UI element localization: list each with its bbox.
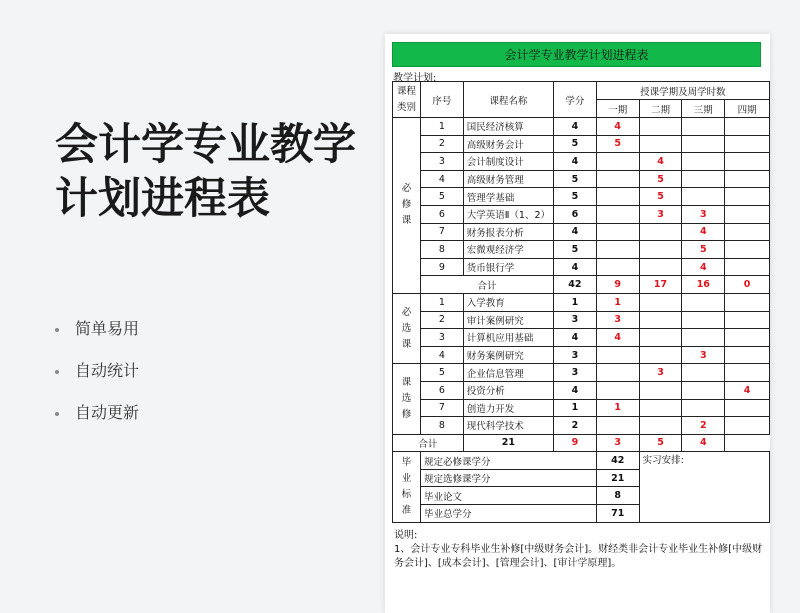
graduation-item: 毕业总学分 (420, 505, 596, 523)
course-credits: 4 (554, 329, 597, 347)
course-name: 审计案例研究 (463, 311, 553, 329)
header-term: 一期 (596, 100, 639, 118)
course-term-hours: 5 (596, 135, 639, 153)
course-credits: 4 (554, 153, 597, 171)
table-row (393, 434, 770, 452)
header-schedule: 授课学期及周学时数 (596, 82, 769, 100)
course-index: 5 (420, 364, 463, 382)
course-term-hours (596, 188, 639, 206)
course-index: 5 (420, 188, 463, 206)
course-term-hours (725, 258, 770, 276)
course-term-hours (725, 417, 770, 435)
course-name: 财务案例研究 (463, 346, 553, 364)
total-term-hours: 9 (596, 276, 639, 294)
course-term-hours (639, 241, 682, 259)
course-term-hours (639, 258, 682, 276)
course-term-hours (596, 346, 639, 364)
table-row (393, 293, 770, 311)
feature-item-2 (55, 358, 139, 381)
course-term-hours: 3 (596, 311, 639, 329)
course-term-hours (639, 293, 682, 311)
table-row (393, 223, 770, 241)
total-term-hours: 5 (639, 434, 682, 452)
course-term-hours (725, 170, 770, 188)
course-term-hours: 4 (682, 258, 725, 276)
course-term-hours (725, 135, 770, 153)
course-term-hours (596, 364, 639, 382)
course-name: 计算机应用基础 (463, 329, 553, 347)
course-name: 财务报表分析 (463, 223, 553, 241)
table-row (393, 452, 770, 470)
course-term-hours (639, 311, 682, 329)
table-row (393, 241, 770, 259)
course-term-hours: 4 (596, 118, 639, 136)
internship-arrangement: 实习安排: (639, 452, 769, 522)
table-row (393, 205, 770, 223)
course-name: 宏微观经济学 (463, 241, 553, 259)
header-category: 课程类别 (393, 82, 421, 118)
course-name: 现代科学技术 (463, 417, 553, 435)
header-credits: 学分 (554, 82, 597, 118)
course-term-hours: 5 (682, 241, 725, 259)
page-title: 会计学专业教学计划进程表 (55, 120, 356, 224)
table-row (393, 188, 770, 206)
course-index: 8 (420, 417, 463, 435)
course-credits: 5 (554, 188, 597, 206)
course-term-hours: 3 (639, 205, 682, 223)
course-term-hours: 2 (682, 417, 725, 435)
course-term-hours (596, 153, 639, 171)
course-term-hours: 4 (725, 381, 770, 399)
course-term-hours: 1 (596, 399, 639, 417)
course-term-hours (639, 223, 682, 241)
course-term-hours (725, 205, 770, 223)
course-term-hours (682, 170, 725, 188)
course-term-hours (682, 135, 725, 153)
course-term-hours (725, 364, 770, 382)
course-name: 大学英语Ⅱ（1、2） (463, 205, 553, 223)
course-term-hours (725, 399, 770, 417)
plan-label: 教学计划: (393, 73, 437, 84)
course-term-hours (682, 364, 725, 382)
bullet-icon (55, 370, 59, 374)
total-term-hours: 4 (682, 434, 725, 452)
course-term-hours (639, 346, 682, 364)
course-index: 8 (420, 241, 463, 259)
course-credits: 5 (554, 241, 597, 259)
table-row (393, 346, 770, 364)
course-index: 6 (420, 205, 463, 223)
feature-item-1 (55, 316, 139, 339)
course-name: 货币银行学 (463, 258, 553, 276)
course-term-hours: 5 (639, 188, 682, 206)
notes (394, 529, 766, 571)
graduation-value: 21 (596, 469, 639, 487)
graduation-value: 8 (596, 487, 639, 505)
course-index: 1 (420, 118, 463, 136)
course-index: 3 (420, 329, 463, 347)
course-index: 7 (420, 399, 463, 417)
feature-label: 自动更新 (75, 403, 140, 422)
course-term-hours (725, 118, 770, 136)
course-term-hours (596, 170, 639, 188)
course-term-hours (682, 118, 725, 136)
table-row (393, 399, 770, 417)
total-label: 合计 (420, 276, 553, 294)
course-credits: 4 (554, 381, 597, 399)
total-term-hours: 16 (682, 276, 725, 294)
feature-label: 自动统计 (75, 361, 140, 380)
course-term-hours: 4 (639, 153, 682, 171)
course-term-hours (725, 329, 770, 347)
course-credits: 3 (554, 311, 597, 329)
course-term-hours (596, 258, 639, 276)
course-credits: 5 (554, 135, 597, 153)
course-term-hours (682, 311, 725, 329)
course-credits: 3 (554, 364, 597, 382)
category-elective-required: 必选课 (393, 293, 421, 363)
header-term: 四期 (725, 100, 770, 118)
course-term-hours (596, 381, 639, 399)
course-credits: 4 (554, 223, 597, 241)
total-label: 合计 (393, 434, 464, 452)
course-term-hours: 1 (596, 293, 639, 311)
course-term-hours (725, 153, 770, 171)
course-name: 管理学基础 (463, 188, 553, 206)
table-row (393, 82, 770, 100)
course-term-hours (639, 118, 682, 136)
category-graduation: 毕业标准 (393, 452, 421, 522)
table-row (393, 364, 770, 382)
course-index: 7 (420, 223, 463, 241)
course-credits: 4 (554, 118, 597, 136)
course-credits: 6 (554, 205, 597, 223)
course-term-hours (639, 381, 682, 399)
spreadsheet-preview (385, 34, 770, 613)
course-index: 9 (420, 258, 463, 276)
course-term-hours (725, 311, 770, 329)
sheet-title: 会计学专业教学计划进程表 (392, 42, 761, 67)
header-term: 二期 (639, 100, 682, 118)
category-required: 必修课 (393, 118, 421, 294)
course-term-hours (725, 293, 770, 311)
table-row (393, 118, 770, 136)
course-term-hours (639, 399, 682, 417)
course-term-hours (725, 346, 770, 364)
course-credits: 4 (554, 258, 597, 276)
course-name: 会计制度设计 (463, 153, 553, 171)
course-term-hours: 3 (682, 205, 725, 223)
course-term-hours (596, 417, 639, 435)
course-term-hours: 4 (596, 329, 639, 347)
course-term-hours: 3 (682, 346, 725, 364)
course-term-hours (682, 399, 725, 417)
graduation-item: 规定必修课学分 (420, 452, 596, 470)
table-row (393, 276, 770, 294)
total-credits: 21 (463, 434, 553, 452)
course-term-hours (639, 329, 682, 347)
course-term-hours (596, 205, 639, 223)
course-term-hours (725, 223, 770, 241)
course-name: 高级财务管理 (463, 170, 553, 188)
total-credits: 42 (554, 276, 597, 294)
course-credits: 5 (554, 170, 597, 188)
bullet-icon (55, 328, 59, 332)
course-credits: 1 (554, 293, 597, 311)
course-name: 国民经济核算 (463, 118, 553, 136)
graduation-item: 规定选修课学分 (420, 469, 596, 487)
course-index: 4 (420, 346, 463, 364)
course-term-hours (682, 329, 725, 347)
table-row (393, 329, 770, 347)
plan-table (392, 81, 770, 523)
total-term-hours: 17 (639, 276, 682, 294)
table-row (393, 153, 770, 171)
bullet-icon (55, 412, 59, 416)
table-row (393, 170, 770, 188)
feature-item-3 (55, 400, 139, 423)
course-index: 1 (420, 293, 463, 311)
course-index: 2 (420, 311, 463, 329)
course-term-hours (639, 135, 682, 153)
course-term-hours (725, 188, 770, 206)
course-name: 高级财务会计 (463, 135, 553, 153)
course-term-hours: 5 (639, 170, 682, 188)
header-term: 三期 (682, 100, 725, 118)
course-term-hours: 4 (682, 223, 725, 241)
course-name: 企业信息管理 (463, 364, 553, 382)
graduation-item: 毕业论文 (420, 487, 596, 505)
feature-label: 简单易用 (75, 319, 140, 338)
total-term-hours: 3 (596, 434, 639, 452)
header-name: 课程名称 (463, 82, 553, 118)
table-row (393, 381, 770, 399)
course-term-hours (682, 188, 725, 206)
total-term-hours: 9 (554, 434, 597, 452)
header-index: 序号 (420, 82, 463, 118)
category-elective: 课选修 (393, 364, 421, 434)
table-row (393, 417, 770, 435)
course-credits: 3 (554, 346, 597, 364)
graduation-value: 42 (596, 452, 639, 470)
course-name: 投资分析 (463, 381, 553, 399)
table-row (393, 135, 770, 153)
course-term-hours (682, 153, 725, 171)
course-index: 2 (420, 135, 463, 153)
course-name: 入学教育 (463, 293, 553, 311)
course-credits: 2 (554, 417, 597, 435)
course-term-hours (682, 293, 725, 311)
table-row (393, 258, 770, 276)
table-row (393, 311, 770, 329)
total-term-hours: 0 (725, 276, 770, 294)
course-name: 创造力开发 (463, 399, 553, 417)
course-index: 3 (420, 153, 463, 171)
course-credits: 1 (554, 399, 597, 417)
course-term-hours (596, 241, 639, 259)
course-term-hours (596, 223, 639, 241)
graduation-value: 71 (596, 505, 639, 523)
course-term-hours (725, 241, 770, 259)
course-index: 4 (420, 170, 463, 188)
course-index: 6 (420, 381, 463, 399)
course-term-hours (639, 417, 682, 435)
notes-line-1: 1、会计专业专科毕业生补修[中级财务会计]。财经类非会计专业毕业生补修[中级财务会计]、[成本会计]、[管理会计]、[审计学原理]。 (394, 544, 763, 569)
course-term-hours: 3 (639, 364, 682, 382)
course-term-hours (682, 381, 725, 399)
notes-title: 说明: (394, 530, 418, 541)
